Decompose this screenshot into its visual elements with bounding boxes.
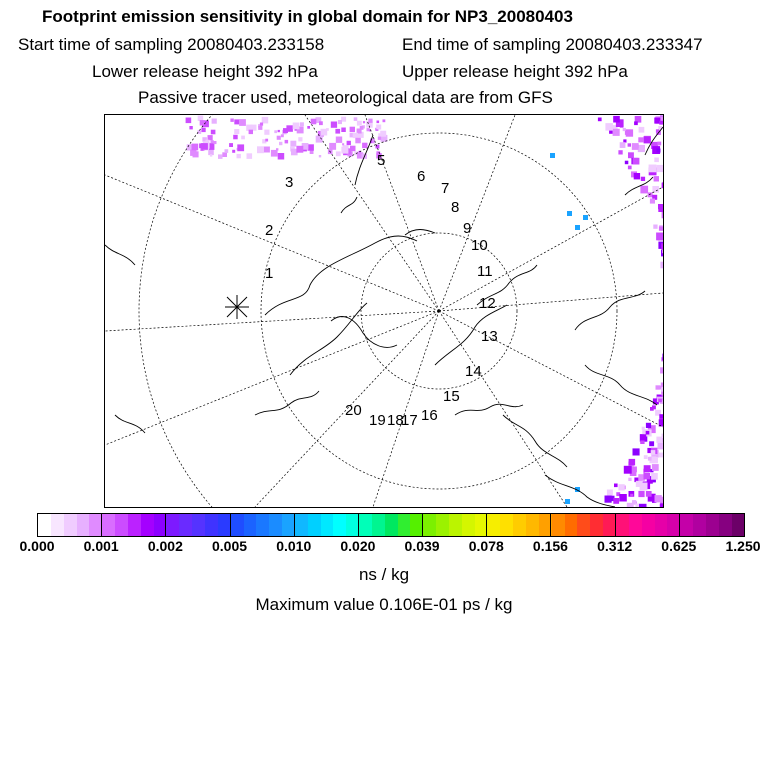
sensitivity-cell: [657, 165, 664, 172]
sensitivity-cell: [233, 135, 238, 140]
sensitivity-cell: [628, 478, 631, 481]
sensitivity-cell: [249, 130, 253, 134]
sensitivity-cell: [628, 143, 631, 146]
trajectory-age-label: 5: [377, 152, 386, 169]
trajectory-age-label: 3: [285, 174, 294, 191]
colorbar-swatch: [38, 514, 51, 536]
sensitivity-cell: [646, 423, 651, 428]
colorbar-swatch: [333, 514, 346, 536]
sensitivity-cell: [357, 121, 362, 126]
sensitivity-cell: [308, 144, 314, 150]
coastlines: [105, 127, 663, 507]
colorbar-swatch: [552, 514, 565, 536]
sensitivity-cell: [321, 129, 328, 136]
sensitivity-cell: [265, 139, 268, 142]
sampling-start-time: Start time of sampling 20080403.233158: [18, 35, 325, 54]
sensitivity-cell: [646, 431, 650, 435]
sensitivity-cell: [583, 215, 588, 220]
sensitivity-cell: [341, 147, 348, 154]
sensitivity-cell: [657, 142, 661, 146]
sensitivity-cell: [651, 450, 656, 455]
sensitivity-cell: [625, 131, 629, 135]
sensitivity-cell: [575, 225, 580, 230]
sensitivity-cell: [605, 123, 613, 131]
sensitivity-cell: [241, 136, 245, 140]
sensitivity-cell: [660, 262, 663, 269]
trajectory-age-label: 19: [369, 412, 386, 429]
colorbar-tick-label: 1.250: [725, 538, 761, 554]
sensitivity-cell: [652, 457, 658, 463]
sensitivity-cell: [638, 145, 645, 152]
sensitivity-cell: [354, 117, 358, 121]
sensitivity-cell: [208, 135, 213, 140]
colorbar-swatch: [256, 514, 269, 536]
sensitivity-cell: [653, 225, 657, 229]
sensitivity-cell: [659, 121, 663, 125]
sensitivity-cell: [623, 139, 626, 142]
sensitivity-cell: [632, 143, 639, 150]
sensitivity-cell: [376, 125, 381, 130]
sensitivity-cell: [618, 150, 622, 154]
colorbar-swatch: [231, 514, 244, 536]
colorbar-tick-label: 0.039: [404, 538, 440, 554]
sensitivity-cell: [623, 128, 626, 131]
sensitivity-cell: [614, 484, 618, 488]
sensitivity-cell: [350, 127, 355, 132]
trajectory-labels: [265, 152, 498, 429]
sensitivity-cell: [640, 483, 648, 491]
sensitivity-cell: [257, 146, 264, 153]
sensitivity-cell: [661, 387, 663, 391]
sensitivity-cell: [567, 211, 572, 216]
trajectory-age-label: 12: [479, 295, 496, 312]
maximum-value-label: Maximum value 0.106E-01 ps / kg: [255, 595, 513, 614]
sensitivity-cell: [210, 154, 212, 156]
trajectory-age-label: 1: [265, 265, 274, 282]
colorbar-swatch: [398, 514, 411, 536]
sensitivity-cell: [652, 186, 659, 193]
colorbar-swatch: [706, 514, 719, 536]
colorbar-swatch: [680, 514, 693, 536]
colorbar-swatch: [642, 514, 655, 536]
colorbar-tick-label: 0.000: [19, 538, 55, 554]
colorbar-tick-label: 0.156: [532, 538, 568, 554]
sensitivity-cell: [336, 151, 341, 156]
trajectory-age-label: 2: [265, 222, 274, 239]
colorbar-tick-label: 0.001: [83, 538, 119, 554]
sensitivity-cell: [222, 152, 227, 157]
sensitivity-cell: [639, 127, 645, 133]
colorbar-divider: [486, 514, 487, 536]
colorbar-swatch: [565, 514, 578, 536]
sensitivity-cell: [649, 165, 657, 173]
sensitivity-cell: [646, 491, 652, 497]
sensitivity-cell: [658, 204, 663, 209]
trajectory-age-label: 11: [477, 263, 493, 280]
colorbar-tick-label: 0.312: [597, 538, 633, 554]
sensitivity-cell: [661, 243, 663, 249]
sensitivity-cell: [307, 126, 310, 129]
sensitivity-cell: [613, 129, 620, 136]
sensitivity-cell: [625, 161, 629, 165]
sensitivity-cell: [656, 149, 660, 153]
sensitivity-cell: [661, 497, 663, 504]
sensitivity-cell: [336, 137, 342, 143]
sensitivity-cell: [211, 140, 214, 143]
colorbar-divider: [679, 514, 680, 536]
sensitivity-cell: [363, 121, 365, 123]
sensitivity-cell: [613, 498, 619, 504]
sensitivity-cell: [605, 496, 612, 503]
sensitivity-cell: [662, 183, 663, 189]
sensitivity-cell: [258, 126, 262, 130]
sensitivity-cell: [192, 144, 199, 151]
colorbar-divider: [615, 514, 616, 536]
sensitivity-cell: [319, 121, 323, 125]
sensitivity-cell: [239, 119, 246, 126]
sensitivity-cell: [619, 494, 627, 502]
sensitivity-cell: [355, 138, 361, 144]
sensitivity-cell: [218, 154, 223, 159]
sensitivity-cell: [624, 466, 632, 474]
sensitivity-cell: [640, 434, 646, 440]
trajectory-age-label: 7: [441, 180, 450, 197]
sensitivity-cell: [633, 158, 640, 165]
colorbar-swatch: [449, 514, 462, 536]
colorbar-unit: ns / kg: [358, 565, 410, 584]
sensitivity-cell: [290, 141, 296, 147]
sensitivity-cell: [640, 186, 648, 194]
colorbar-swatch: [359, 514, 372, 536]
sensitivity-cell: [277, 136, 281, 140]
sensitivity-cell: [335, 129, 340, 134]
colorbar-swatch: [629, 514, 642, 536]
colorbar-swatch: [269, 514, 282, 536]
sensitivity-cell: [658, 453, 663, 458]
sensitivity-cell: [360, 126, 364, 130]
sensitivity-cell: [644, 455, 648, 459]
sensitivity-cell: [377, 121, 380, 124]
sensitivity-cell: [658, 442, 664, 449]
colorbar-swatch: [590, 514, 603, 536]
colorbar-swatch: [102, 514, 115, 536]
colorbar-tick-label: 0.002: [147, 538, 183, 554]
colorbar-divider: [101, 514, 102, 536]
figure-title: Footprint emission sensitivity in global domain for NP3_20080403: [42, 7, 573, 26]
sensitivity-cell: [293, 123, 300, 130]
sensitivity-cell: [654, 158, 659, 163]
sensitivity-cell: [620, 142, 626, 148]
colorbar-swatch: [423, 514, 436, 536]
sensitivity-cell: [232, 150, 235, 153]
colorbar-swatch: [488, 514, 501, 536]
sensitivity-cell: [628, 505, 632, 507]
trajectory-age-label: 10: [471, 237, 488, 254]
sensitivity-cell: [281, 134, 284, 137]
sensitivity-cell: [620, 124, 624, 128]
sensitivity-cell: [247, 153, 253, 159]
sensitivity-cell: [237, 154, 241, 158]
colorbar-swatch: [77, 514, 90, 536]
sensitivity-cell: [189, 126, 192, 129]
sensitivity-cell: [656, 437, 662, 443]
sensitivity-cell: [629, 459, 636, 466]
colorbar-divider: [165, 514, 166, 536]
colorbar-swatch: [655, 514, 668, 536]
sampling-end-time: End time of sampling 20080403.233347: [402, 35, 703, 54]
sensitivity-cell: [644, 465, 651, 472]
colorbar-swatch: [192, 514, 205, 536]
sensitivity-cell: [639, 504, 647, 507]
sensitivity-cell: [271, 150, 278, 157]
colorbar-swatch: [732, 514, 745, 536]
sensitivity-cell: [329, 143, 336, 150]
colorbar-swatch: [719, 514, 732, 536]
graticule: [105, 115, 663, 507]
map-panel: [104, 114, 664, 508]
trajectory-age-label: 8: [451, 199, 460, 216]
sensitivity-cell: [285, 140, 289, 144]
colorbar-swatch: [513, 514, 526, 536]
sensitivity-cell: [225, 149, 229, 153]
colorbar-swatch: [500, 514, 513, 536]
colorbar-swatch: [179, 514, 192, 536]
sensitivity-cell: [648, 457, 652, 461]
sensitivity-cell: [201, 128, 205, 132]
sensitivity-cell: [206, 140, 210, 144]
sensitivity-cell: [383, 119, 386, 122]
sensitivity-cell: [662, 434, 664, 438]
sensitivity-cell: [278, 153, 285, 160]
colorbar-swatch: [526, 514, 539, 536]
sensitivity-cell: [638, 137, 643, 142]
sensitivity-cell: [212, 119, 217, 124]
sensitivity-cell: [652, 464, 659, 471]
sensitivity-cell: [264, 130, 269, 135]
colorbar-divider: [230, 514, 231, 536]
sensitivity-cell: [550, 153, 555, 158]
sensitivity-cell: [278, 130, 280, 132]
sensitivity-cell: [662, 211, 663, 218]
sensitivity-cell: [230, 119, 233, 122]
sensitivity-cell: [652, 405, 656, 409]
sensitivity-cell: [660, 367, 663, 373]
trajectory-age-label: 16: [421, 407, 438, 424]
colorbar-swatch: [244, 514, 257, 536]
lower-release-height: Lower release height 392 hPa: [92, 62, 318, 81]
colorbar-tick-label: 0.005: [212, 538, 248, 554]
sensitivity-cell: [311, 119, 317, 125]
sensitivity-cell: [234, 119, 239, 124]
sensitivity-cell: [264, 147, 270, 153]
colorbar-tick-label: 0.078: [468, 538, 504, 554]
sensitivity-cell: [213, 141, 216, 144]
upper-release-height: Upper release height 392 hPa: [402, 62, 628, 81]
colorbar-swatch: [166, 514, 179, 536]
sensitivity-cell: [613, 116, 620, 123]
trajectory-age-label: 14: [465, 363, 482, 380]
trajectory-age-label: 6: [417, 168, 426, 185]
sensitivity-cell: [634, 121, 638, 125]
sensitivity-cell: [607, 490, 613, 496]
colorbar-divider: [422, 514, 423, 536]
colorbar-tick-label: 0.010: [276, 538, 312, 554]
sensitivity-cell: [650, 199, 655, 204]
sensitivity-cell: [380, 131, 386, 137]
sensitivity-cell: [193, 151, 199, 157]
sensitivity-cell: [644, 473, 651, 480]
colorbar-swatch: [693, 514, 706, 536]
sensitivity-cell: [628, 152, 634, 158]
sensitivity-cell: [283, 128, 288, 133]
sensitivity-cell: [237, 144, 244, 151]
sensitivity-cell: [658, 399, 662, 403]
colorbar-divider: [358, 514, 359, 536]
colorbar-divider: [550, 514, 551, 536]
sensitivity-cell: [659, 226, 663, 230]
sensitivity-cell: [635, 504, 639, 508]
trajectory-age-label: 17: [401, 412, 418, 429]
sensitivity-cell: [362, 143, 367, 148]
trajectory-age-label: 18: [387, 412, 404, 429]
sensitivity-cell: [186, 118, 192, 124]
colorbar-swatch: [205, 514, 218, 536]
colorbar: [37, 513, 745, 537]
colorbar-swatch: [295, 514, 308, 536]
colorbar-swatch: [372, 514, 385, 536]
sensitivity-cell: [279, 142, 282, 145]
sensitivity-cell: [378, 137, 381, 140]
tracer-note: Passive tracer used, meteorological data are from GFS: [138, 88, 553, 107]
sensitivity-cell: [649, 441, 654, 446]
trajectory-age-label: 20: [345, 402, 362, 419]
sensitivity-cell: [262, 117, 269, 124]
sensitivity-cell: [347, 141, 351, 145]
colorbar-swatch: [577, 514, 590, 536]
sensitivity-cell: [630, 494, 633, 497]
sensitivity-cell: [648, 192, 653, 197]
sensitivity-cell: [656, 233, 663, 241]
trajectory-age-label: 13: [481, 328, 498, 345]
trajectory-age-label: 15: [443, 388, 460, 405]
sensitivity-cell: [654, 176, 659, 181]
sensitivity-cell: [229, 143, 233, 147]
sensitivity-cell: [201, 143, 208, 150]
sensitivity-cell: [342, 143, 344, 145]
colorbar-swatch: [51, 514, 64, 536]
sensitivity-cell: [655, 495, 662, 502]
colorbar-swatch: [436, 514, 449, 536]
sensitivity-cell: [651, 473, 658, 480]
sensitivity-cell: [660, 504, 663, 508]
colorbar-swatch: [462, 514, 475, 536]
colorbar-swatch: [64, 514, 77, 536]
sensitivity-cell: [662, 354, 663, 361]
sensitivity-cell: [633, 448, 640, 455]
colorbar-tick-label: 0.020: [340, 538, 376, 554]
trajectory-age-label: 9: [463, 220, 472, 237]
footprint-map: [105, 115, 663, 507]
sensitivity-cell: [260, 123, 263, 126]
colorbar-swatch: [385, 514, 398, 536]
sensitivity-cell: [598, 118, 602, 122]
colorbar-swatch: [308, 514, 321, 536]
sensitivity-cell: [628, 166, 632, 170]
sensitivity-cell: [296, 146, 303, 153]
sensitivity-cell: [200, 120, 205, 125]
colorbar-tick-label: 0.625: [661, 538, 697, 554]
colorbar-divider: [294, 514, 295, 536]
sensitivity-cell: [634, 173, 640, 179]
colorbar-swatch: [115, 514, 128, 536]
sensitivity-cell: [310, 150, 314, 154]
sensitivity-cell: [338, 120, 342, 124]
sensitivity-cell: [638, 491, 644, 497]
sensitivity-cell: [319, 155, 321, 157]
sensitivity-cell: [641, 177, 645, 181]
sensitivity-cell: [300, 122, 304, 126]
colorbar-swatch: [616, 514, 629, 536]
sensitivity-cell: [353, 133, 358, 138]
sensitivity-cell: [565, 499, 570, 504]
sensitivity-cell: [331, 122, 337, 128]
sensitivity-cell: [644, 136, 651, 143]
colorbar-swatch: [321, 514, 334, 536]
colorbar-swatch: [141, 514, 154, 536]
sensitivity-cell: [609, 130, 613, 134]
colorbar-swatch: [128, 514, 141, 536]
sensitivity-cell: [234, 129, 239, 134]
sensitivity-cell: [274, 130, 277, 133]
sensitivity-cell: [298, 137, 302, 141]
sensitivity-cell: [368, 119, 372, 123]
sensitivity-cell: [341, 128, 346, 133]
sensitivity-cell: [211, 130, 216, 135]
sensitivity-cell: [618, 484, 624, 490]
asterisk-icon: [225, 295, 249, 319]
